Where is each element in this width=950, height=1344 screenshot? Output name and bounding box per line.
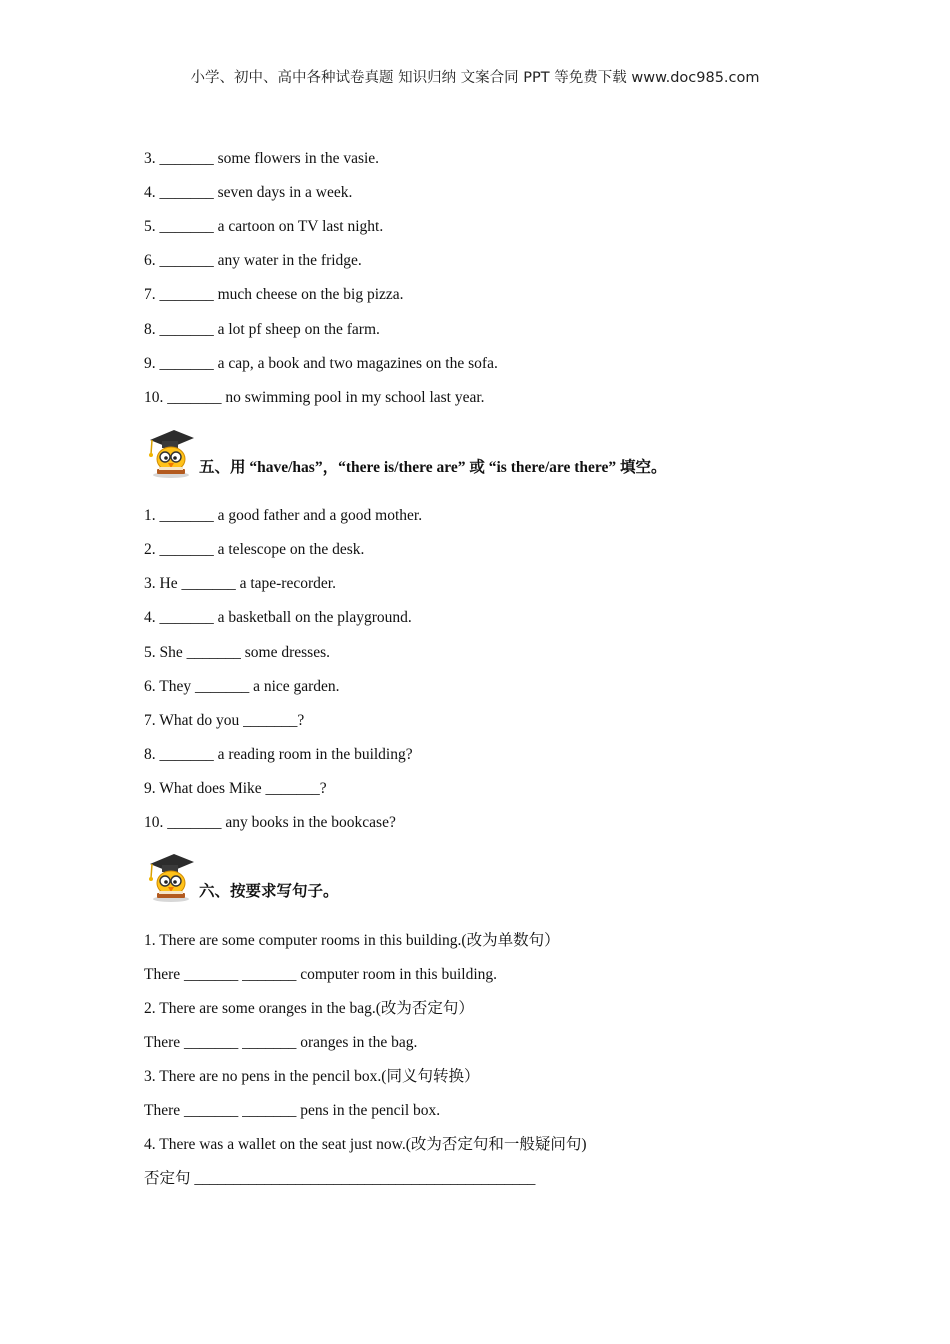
exercise-line: 3. _______ some flowers in the vasie.	[144, 150, 380, 167]
exercise-line: 5. She _______ some dresses.	[144, 644, 330, 661]
exercise-line: 8. _______ a lot pf sheep on the farm.	[144, 321, 380, 338]
section-5-heading	[144, 428, 844, 480]
exercise-line: 3. There are no pens in the pencil box.(同义句转换）	[144, 1068, 480, 1085]
scholar-mascot-icon	[144, 852, 196, 904]
exercise-line: 1. _______ a good father and a good mother.	[144, 507, 423, 524]
exercise-line: 6. They _______ a nice garden.	[144, 678, 340, 695]
exercise-line: 6. _______ any water in the fridge.	[144, 252, 362, 269]
exercise-line: 10. _______ no swimming pool in my school last year.	[144, 389, 485, 406]
exercise-line: 4. _______ seven days in a week.	[144, 184, 353, 201]
exercise-line: 8. _______ a reading room in the building?	[144, 746, 413, 763]
scholar-mascot-icon	[144, 428, 196, 480]
exercise-line: 7. What do you _______?	[144, 712, 305, 729]
section-title: 六、按要求写句子。	[199, 883, 339, 900]
exercise-line: 7. _______ much cheese on the big pizza.	[144, 286, 404, 303]
exercise-line: 9. What does Mike _______?	[144, 780, 327, 797]
exercise-line: 10. _______ any books in the bookcase?	[144, 814, 396, 831]
section-6-heading	[144, 852, 844, 904]
exercise-line: 2. _______ a telescope on the desk.	[144, 541, 365, 558]
exercise-line: 否定句 ____________________________________________	[144, 1170, 536, 1187]
exercise-line: 5. _______ a cartoon on TV last night.	[144, 218, 384, 235]
exercise-line: 2. There are some oranges in the bag.(改为否定句）	[144, 1000, 474, 1017]
exercise-line: There _______ _______ oranges in the bag.	[144, 1034, 418, 1051]
exercise-line: 3. He _______ a tape-recorder.	[144, 575, 336, 592]
exercise-line: 9. _______ a cap, a book and two magazines on the sofa.	[144, 355, 498, 372]
exercise-line: 4. There was a wallet on the seat just now.(改为否定句和一般疑问句)	[144, 1136, 587, 1153]
page-header: 小学、初中、高中各种试卷真题 知识归纳 文案合同 PPT 等免费下载 www.doc985.com	[190, 70, 760, 86]
section-title: 五、用 “have/has”，“there is/there are” 或 “is there/are there” 填空。	[199, 459, 667, 476]
exercise-line: 4. _______ a basketball on the playground.	[144, 609, 412, 626]
exercise-line: 1. There are some computer rooms in this building.(改为单数句）	[144, 932, 560, 949]
exercise-line: There _______ _______ pens in the pencil box.	[144, 1102, 441, 1119]
exercise-line: There _______ _______ computer room in this building.	[144, 966, 498, 983]
